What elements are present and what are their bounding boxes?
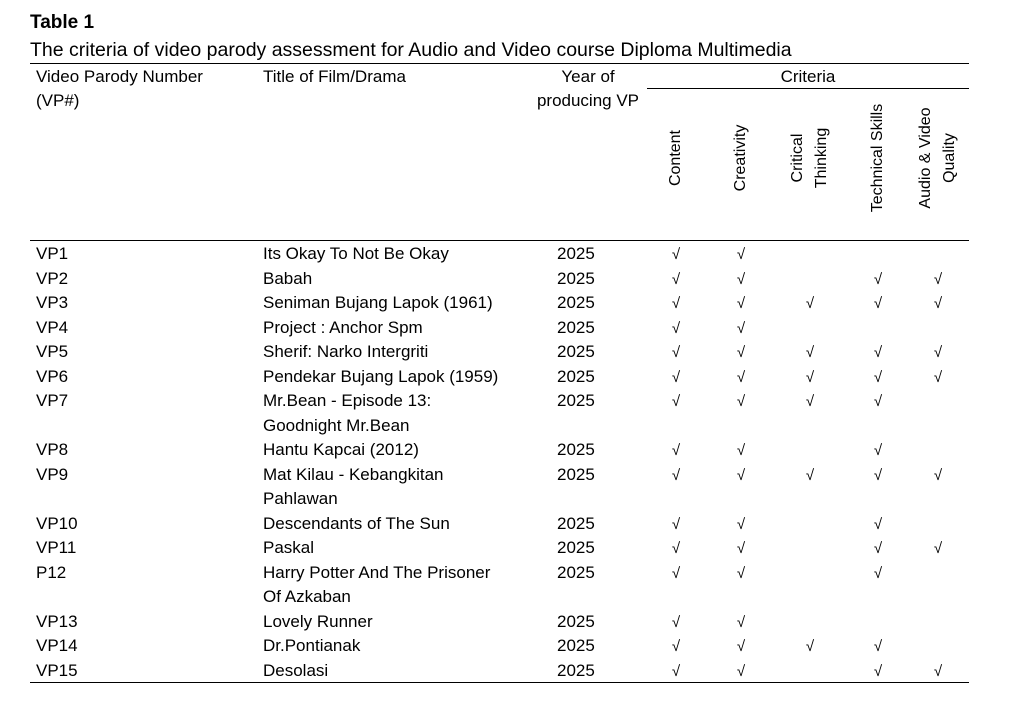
header-vp-number-line2: (VP#)	[36, 91, 80, 110]
row-vp-number: VP7	[36, 391, 69, 410]
check-mark-icon: √	[873, 344, 883, 361]
check-mark-icon: √	[671, 662, 681, 680]
check-mark-icon: √	[805, 295, 815, 312]
table-bottom-rule	[30, 682, 969, 683]
header-criteria-3-line0: Technical Skills	[869, 103, 886, 213]
row-vp-number: VP14	[36, 636, 78, 655]
check-mark-icon: √	[873, 638, 883, 655]
row-vp-number: P12	[36, 562, 67, 582]
row-title: Of Azkaban	[263, 587, 351, 606]
check-mark-icon: √	[671, 270, 681, 288]
check-mark-icon: √	[873, 466, 883, 484]
check-mark-icon: √	[873, 295, 883, 312]
row-year: 2025	[557, 366, 595, 386]
row-vp-number: VP2	[36, 268, 69, 288]
check-mark-icon: √	[671, 515, 681, 533]
header-criteria-2-line1: Thinking	[813, 127, 830, 189]
row-title: Paskal	[263, 538, 315, 557]
check-mark-icon: √	[736, 662, 746, 680]
header-criteria-0	[665, 90, 687, 226]
check-mark-icon: √	[736, 613, 746, 631]
row-vp-number: VP15	[36, 660, 78, 680]
table-top-rule	[30, 63, 969, 64]
header-criteria-1-line0: Creativity	[732, 124, 749, 192]
header-criteria-4-line0: Audio & Video	[917, 107, 934, 209]
check-mark-icon: √	[736, 638, 746, 655]
row-year: 2025	[557, 611, 595, 631]
header-criteria-4	[914, 90, 962, 226]
check-mark-icon: √	[873, 515, 883, 533]
check-mark-icon: √	[933, 344, 943, 361]
check-mark-icon: √	[805, 368, 815, 386]
header-year-line2: producing VP	[536, 91, 640, 110]
check-mark-icon: √	[736, 564, 746, 582]
check-mark-icon: √	[736, 319, 746, 337]
check-mark-icon: √	[873, 540, 883, 557]
row-title: Hantu Kapcai (2012)	[263, 440, 419, 459]
check-mark-icon: √	[671, 442, 681, 459]
row-title: Lovely Runner	[263, 611, 373, 631]
check-mark-icon: √	[805, 393, 815, 410]
row-title: Seniman Bujang Lapok (1961)	[263, 293, 493, 312]
check-mark-icon: √	[671, 368, 681, 386]
check-mark-icon: √	[736, 344, 746, 361]
header-vp-number-line1: Video Parody Number	[36, 67, 203, 86]
check-mark-icon: √	[736, 442, 746, 459]
header-year-line1: Year of	[561, 67, 615, 86]
check-mark-icon: √	[933, 466, 943, 484]
check-mark-icon: √	[933, 540, 943, 557]
check-mark-icon: √	[671, 613, 681, 631]
row-year: 2025	[557, 636, 595, 655]
check-mark-icon: √	[873, 393, 883, 410]
check-mark-icon: √	[873, 270, 883, 288]
check-mark-icon: √	[671, 319, 681, 337]
check-mark-icon: √	[736, 295, 746, 312]
check-mark-icon: √	[736, 270, 746, 288]
check-mark-icon: √	[736, 368, 746, 386]
check-mark-icon: √	[671, 295, 681, 312]
header-title: Title of Film/Drama	[263, 67, 406, 86]
row-vp-number: VP8	[36, 440, 69, 459]
check-mark-icon: √	[873, 564, 883, 582]
check-mark-icon: √	[933, 270, 943, 288]
check-mark-icon: √	[873, 368, 883, 386]
check-mark-icon: √	[671, 344, 681, 361]
row-vp-number: VP9	[36, 464, 69, 484]
check-mark-icon: √	[671, 393, 681, 410]
row-title: Descendants of The Sun	[263, 513, 450, 533]
check-mark-icon: √	[736, 246, 746, 263]
row-title: Mr.Bean - Episode 13:	[263, 391, 432, 410]
row-year: 2025	[557, 464, 595, 484]
row-vp-number: VP4	[36, 317, 69, 337]
row-vp-number: VP1	[36, 244, 69, 263]
check-mark-icon: √	[933, 295, 943, 312]
header-criteria-2	[786, 90, 834, 226]
check-mark-icon: √	[933, 662, 943, 680]
row-title: Harry Potter And The Prisoner	[263, 562, 491, 582]
row-year: 2025	[557, 317, 595, 337]
header-criteria-1	[730, 90, 752, 226]
header-criteria-0-line0: Content	[667, 129, 684, 187]
row-title: Dr.Pontianak	[263, 636, 361, 655]
check-mark-icon: √	[933, 368, 943, 386]
row-vp-number: VP6	[36, 366, 69, 386]
row-title: Goodnight Mr.Bean	[263, 415, 410, 435]
row-year: 2025	[557, 244, 595, 263]
row-year: 2025	[557, 513, 595, 533]
row-year: 2025	[557, 268, 595, 288]
row-title: Sherif: Narko Intergriti	[263, 342, 429, 361]
table-label: Table 1	[30, 12, 95, 33]
check-mark-icon: √	[671, 540, 681, 557]
header-vp-number	[36, 65, 203, 113]
row-title: Pahlawan	[263, 489, 338, 508]
header-criteria-2-line0: Critical	[789, 133, 806, 183]
header-criteria-4-line1: Quality	[941, 133, 958, 183]
check-mark-icon: √	[873, 662, 883, 680]
check-mark-icon: √	[671, 246, 681, 263]
check-mark-icon: √	[736, 466, 746, 484]
row-title: Pendekar Bujang Lapok (1959)	[263, 366, 499, 386]
row-title: Its Okay To Not Be Okay	[263, 244, 449, 263]
check-mark-icon: √	[671, 466, 681, 484]
header-criteria-group: Criteria	[780, 67, 836, 86]
row-title: Desolasi	[263, 660, 329, 680]
header-bottom-rule	[30, 240, 969, 241]
row-year: 2025	[557, 440, 595, 459]
table-caption: The criteria of video parody assessment for Audio and Video course Diploma Multimedia	[30, 39, 792, 61]
row-year: 2025	[557, 562, 595, 582]
check-mark-icon: √	[805, 344, 815, 361]
header-criteria-3	[867, 90, 889, 226]
row-vp-number: VP11	[36, 538, 77, 557]
row-year: 2025	[557, 538, 595, 557]
check-mark-icon: √	[805, 638, 815, 655]
row-vp-number: VP3	[36, 293, 69, 312]
row-vp-number: VP5	[36, 342, 69, 361]
row-vp-number: VP10	[36, 513, 78, 533]
row-year: 2025	[557, 391, 595, 410]
row-year: 2025	[557, 342, 595, 361]
check-mark-icon: √	[671, 564, 681, 582]
header-year	[528, 65, 648, 113]
check-mark-icon: √	[736, 393, 746, 410]
check-mark-icon: √	[805, 466, 815, 484]
row-title: Project : Anchor Spm	[263, 317, 423, 337]
check-mark-icon: √	[736, 515, 746, 533]
check-mark-icon: √	[736, 540, 746, 557]
row-year: 2025	[557, 660, 595, 680]
row-year: 2025	[557, 293, 595, 312]
row-title: Mat Kilau - Kebangkitan	[263, 464, 444, 484]
check-mark-icon: √	[873, 442, 883, 459]
row-vp-number: VP13	[36, 611, 78, 631]
row-title: Babah	[263, 268, 313, 288]
check-mark-icon: √	[671, 638, 681, 655]
